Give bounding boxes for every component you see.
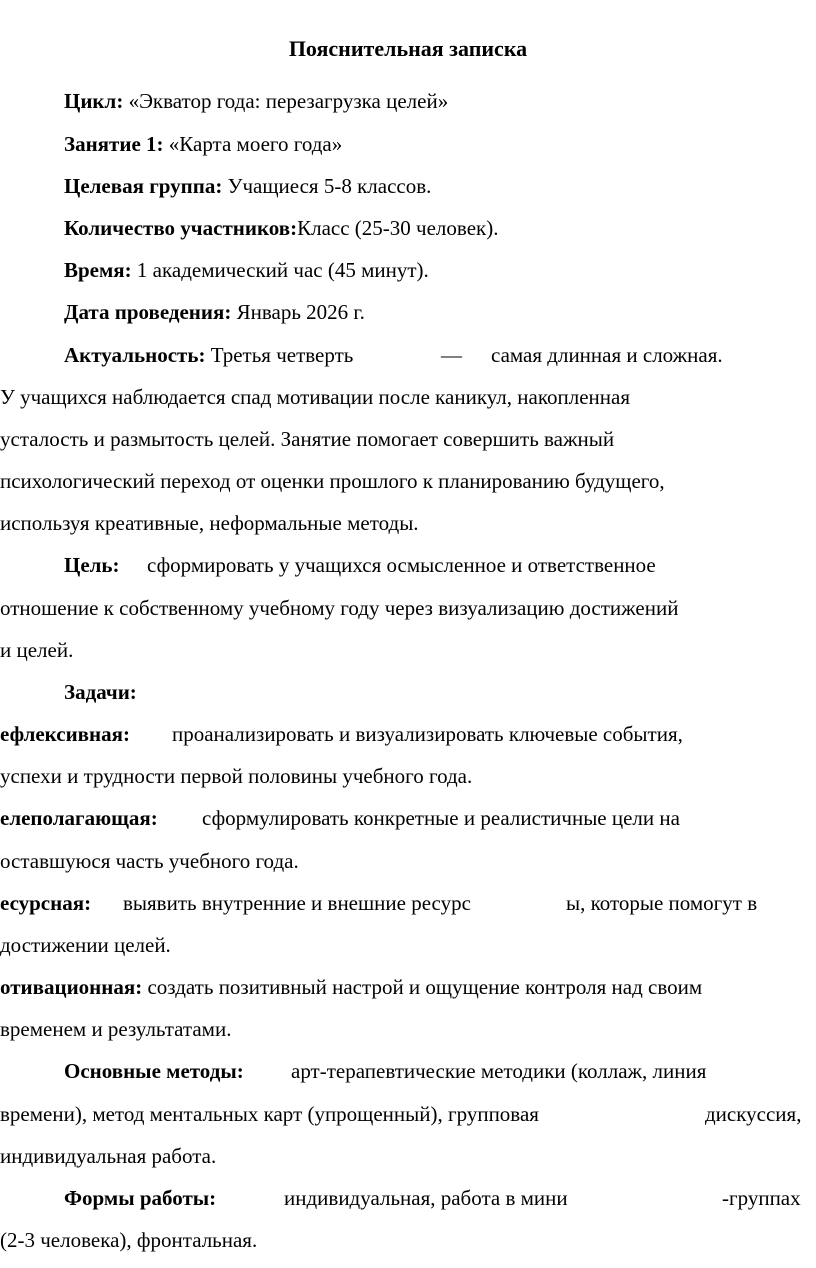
relevance-text-1: Третья четверть (210, 343, 354, 367)
date-value: Январь 2026 г. (236, 300, 365, 324)
relevance-text-2: самая длинная и сложная. (491, 343, 723, 367)
task-goal-setting-line-2: оставшуюся часть учебного года. (0, 849, 299, 873)
cycle-label: Цикл: (64, 89, 124, 113)
methods-line-3: индивидуальная работа. (0, 1144, 217, 1168)
task-motivational-line-2: временем и результатами. (0, 1017, 232, 1041)
count-label: Количество участников: (64, 216, 298, 240)
task-resource-text: выявить внутренние и внешние ресурс (123, 891, 471, 915)
methods-label: Основные методы: (64, 1059, 244, 1083)
relevance-label: Актуальность: (64, 343, 206, 367)
goal-line-2: отношение к собственному учебному году через визуализацию достижений (0, 596, 679, 620)
page-title: Пояснительная записка (288, 36, 528, 61)
group-value: Учащиеся 5-8 классов. (227, 174, 432, 198)
relevance-line-2: У учащихся наблюдается спад мотивации после каникул, накопленная (0, 385, 630, 409)
relevance-line-4: психологический переход от оценки прошлого к планированию будущего, (0, 469, 665, 493)
cycle-value: «Экватор года: перезагрузка целей» (128, 89, 449, 113)
relevance-line-3: усталость и размытость целей. Занятие помогает совершить важный (0, 427, 615, 451)
forms-text-1b: -группах (722, 1186, 801, 1210)
methods-line-2b: дискуссия, (705, 1102, 802, 1126)
task-reflective-line-2: успехи и трудности первой половины учебного года. (0, 764, 473, 788)
task-motivational-label: отивационная: (0, 975, 143, 999)
methods-text-1: арт-терапевтические методики (коллаж, линия (291, 1059, 707, 1083)
group-row (64, 171, 431, 201)
count-row (64, 213, 498, 243)
forms-text-1: индивидуальная, работа в мини (284, 1186, 568, 1210)
lesson-value: «Карта моего года» (168, 132, 343, 156)
task-resource-text-end: ы, которые помогут в (566, 891, 758, 915)
methods-line-2a: времени), метод ментальных карт (упрощенный), групповая (0, 1102, 539, 1126)
lesson-label: Занятие 1: (64, 132, 164, 156)
task-resource-line-2: достижении целей. (0, 933, 171, 957)
task-motivational-text: создать позитивный настрой и ощущение контроля над своим (147, 975, 703, 999)
relevance-dash: — (441, 343, 462, 367)
task-reflective-label: ефлексивная: (0, 722, 130, 746)
group-label: Целевая группа: (64, 174, 223, 198)
forms-line-2: (2-3 человека), фронтальная. (0, 1228, 258, 1252)
goal-text-1: сформировать у учащихся осмысленное и ответственное (147, 553, 656, 577)
task-reflective-text: проанализировать и визуализировать ключевые события, (172, 722, 683, 746)
task-resource-label: есурсная: (0, 891, 92, 915)
goal-label: Цель: (64, 553, 120, 577)
cycle-row (64, 86, 448, 116)
lesson-row (64, 129, 342, 159)
goal-line-3: и целей. (0, 638, 74, 662)
tasks-heading: Задачи: (64, 680, 137, 704)
relevance-line-5: используя креативные, неформальные методы. (0, 511, 419, 535)
count-value: Класс (25-30 человек). (297, 216, 499, 240)
task-motivational-row (0, 972, 816, 1002)
date-label: Дата проведения: (64, 300, 232, 324)
time-row (64, 255, 429, 285)
relevance-first-line (64, 340, 353, 370)
task-goal-setting-text: сформулировать конкретные и реалистичные цели на (202, 806, 680, 830)
time-label: Время: (64, 258, 132, 282)
forms-label: Формы работы: (64, 1186, 217, 1210)
date-row (64, 297, 365, 327)
task-goal-setting-label: елеполагающая: (0, 806, 158, 830)
time-value: 1 академический час (45 минут). (136, 258, 429, 282)
